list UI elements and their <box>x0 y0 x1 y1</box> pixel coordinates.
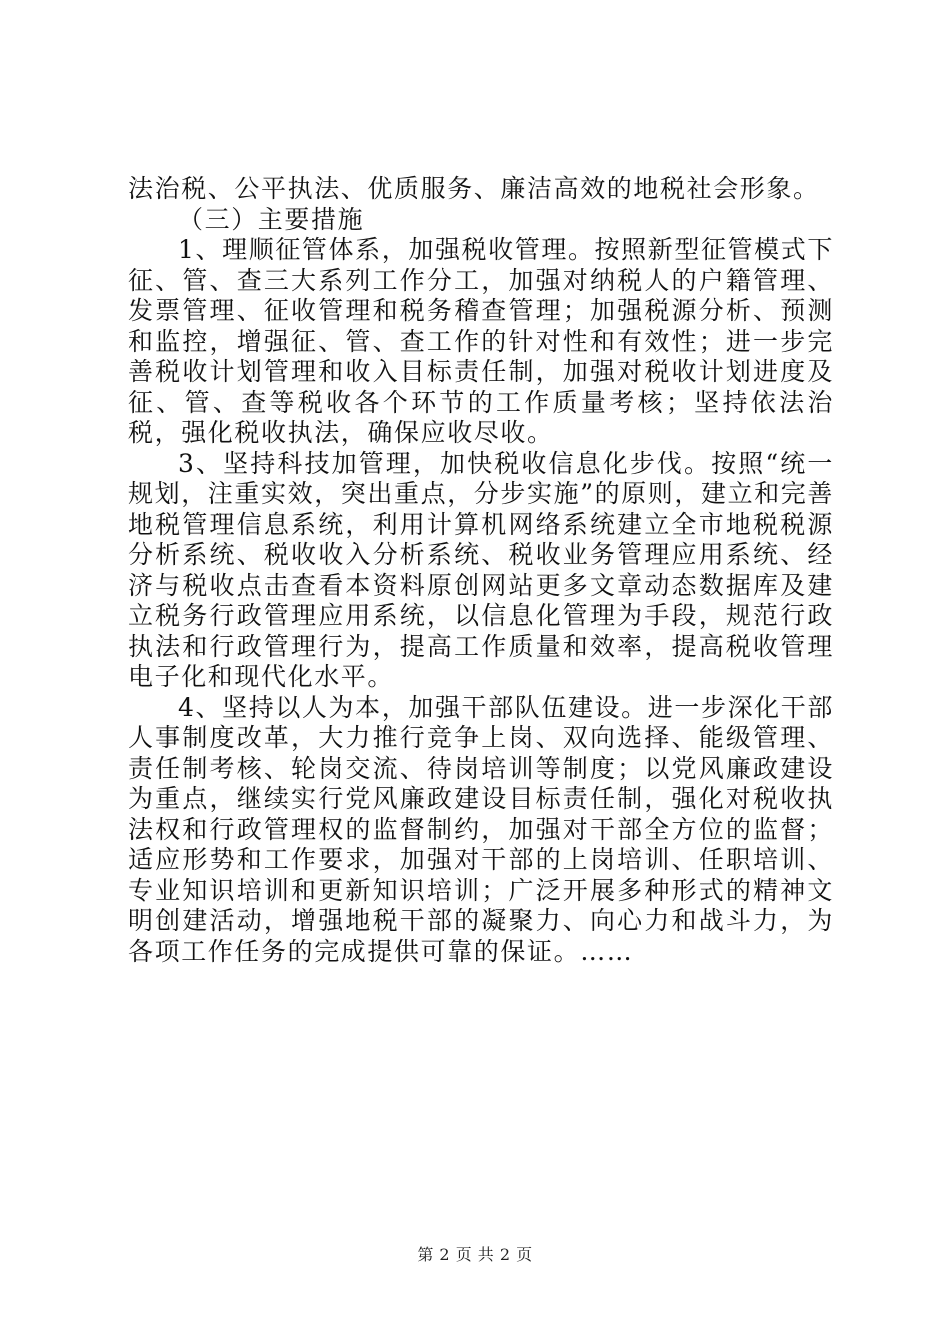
paragraph-measure-3: 3、坚持科技加管理，加快税收信息化步伐。按照“统一规划，注重实效，突出重点，分步实施”的原则，建立和完善地税管理信息系统，利用计算机网络系统建立全市地税税源分析系统、税收收入分析系统、税收业务管理应用系统、经济与税收点击查看本资料原创网站更多文章动态数据库及建立税务行政管理应用系统，以信息化管理为手段，规范行政执法和行政管理行为，提高工作质量和效率，提高税收管理电子化和现代化水平。 <box>128 448 834 691</box>
paragraph-continuation: 法治税、公平执法、优质服务、廉洁高效的地税社会形象。 <box>128 174 820 203</box>
document-body <box>128 174 834 967</box>
paragraph-measure-1: 1、理顺征管体系，加强税收管理。按照新型征管模式下征、管、查三大系列工作分工，加强对纳税人的户籍管理、发票管理、征收管理和税务稽查管理；加强税源分析、预测和监控，增强征、管、查工作的针对性和有效性；进一步完善税收计划管理和收入目标责任制，加强对税收计划进度及征、管、查等税收各个环节的工作质量考核；坚持依法治税，强化税收执法，确保应收尽收。 <box>128 235 834 447</box>
page-footer: 第 2 页 共 2 页 <box>417 1245 533 1264</box>
paragraph-measure-4: 4、坚持以人为本，加强干部队伍建设。进一步深化干部人事制度改革，大力推行竞争上岗、双向选择、能级管理、责任制考核、轮岗交流、待岗培训等制度；以党风廉政建设为重点，继续实行党风廉政建设目标责任制，强化对税收执法权和行政管理权的监督制约，加强对干部全方位的监督；适应形势和工作要求，加强对干部的上岗培训、任职培训、专业知识培训和更新知识培训；广泛开展多种形式的精神文明创建活动，增强地税干部的凝聚力、向心力和战斗力，为各项工作任务的完成提供可靠的保证。…… <box>128 692 834 966</box>
section-heading-main-measures: （三）主要措施 <box>178 204 365 234</box>
